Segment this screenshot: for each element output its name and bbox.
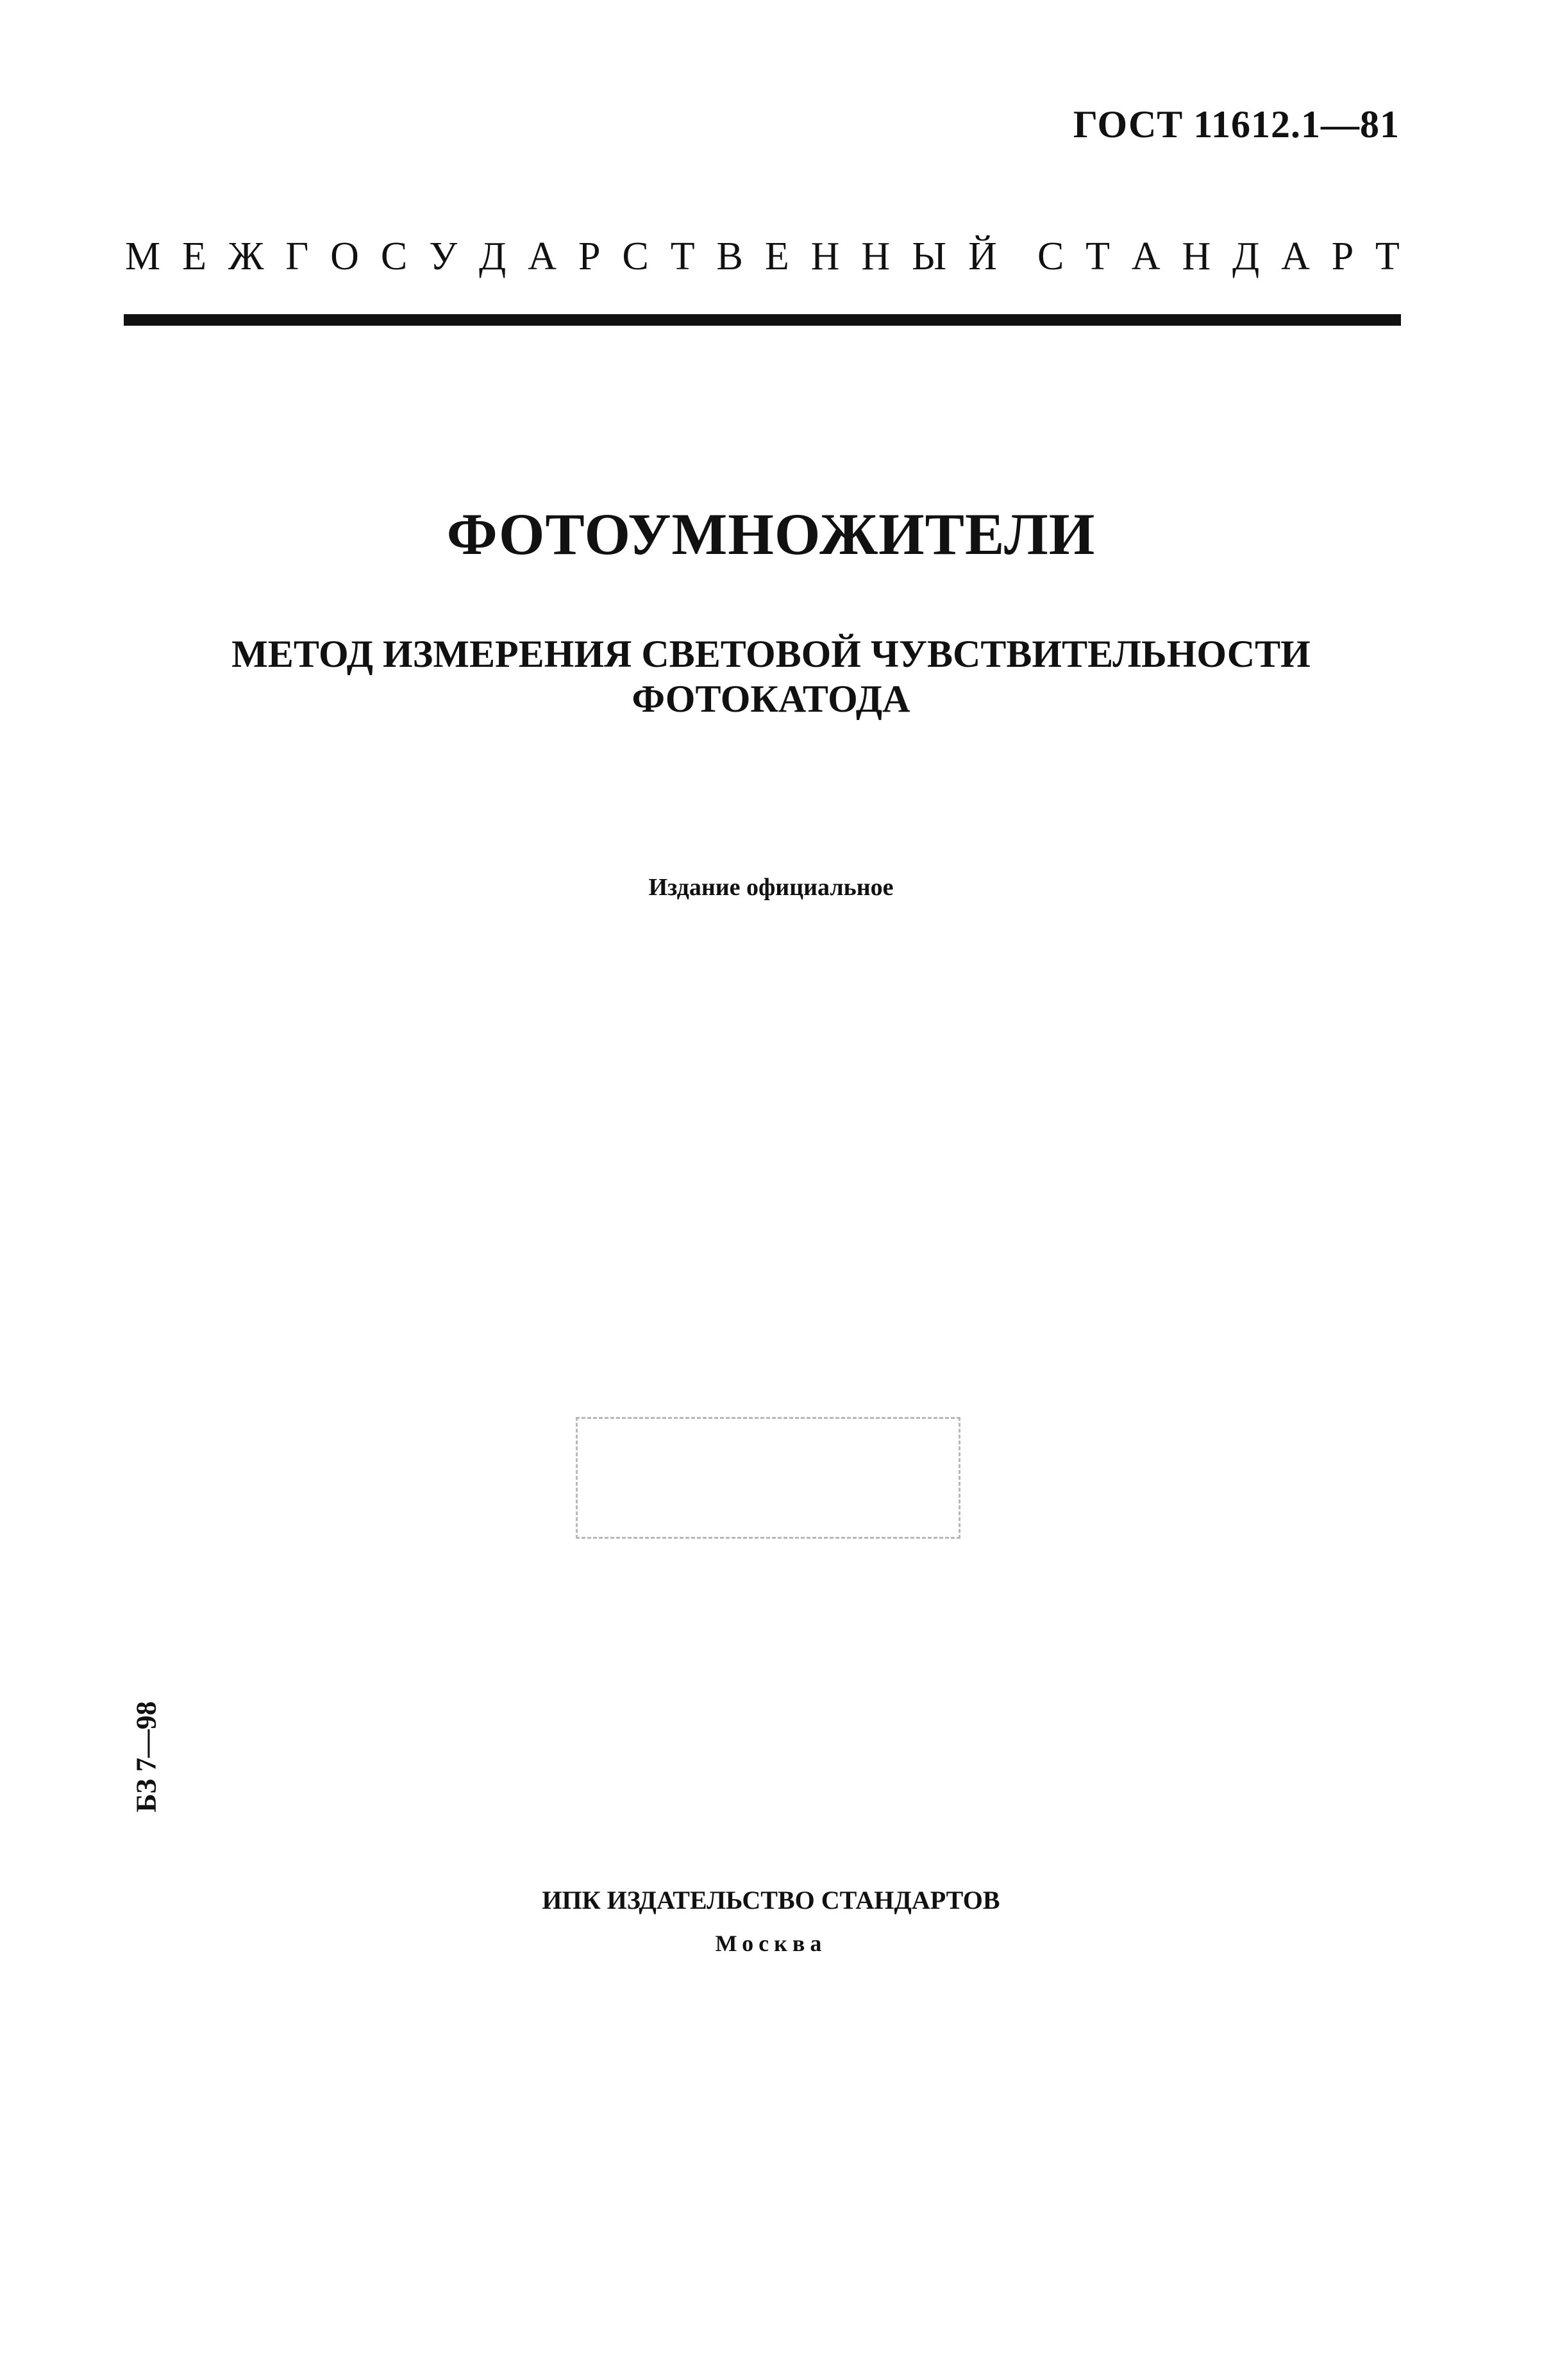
- stamp-placeholder-box: [576, 1417, 960, 1539]
- letter: Д: [479, 235, 507, 278]
- letter: Н: [810, 235, 840, 278]
- letter: О: [330, 235, 359, 278]
- publisher-city: Москва: [715, 1931, 827, 1956]
- gost-number: ГОСТ 11612.1—81: [1073, 103, 1400, 146]
- letter: Т: [1085, 235, 1110, 278]
- letter: С: [622, 235, 649, 278]
- letter: Й: [968, 235, 997, 278]
- letter: А: [1281, 235, 1310, 278]
- letter: С: [380, 235, 408, 278]
- document-title: ФОТОУМНОЖИТЕЛИ: [446, 501, 1096, 567]
- letter: М: [125, 235, 161, 278]
- letter: Н: [861, 235, 891, 278]
- catalog-side-code: БЗ 7—98: [130, 1701, 162, 1813]
- subtitle-line-2: ФОТОКАТОДА: [632, 678, 910, 720]
- letter: Е: [764, 235, 789, 278]
- letter: Р: [1331, 235, 1354, 278]
- document-subtitle: [0, 632, 1542, 721]
- letter: Ж: [228, 235, 264, 278]
- publisher-name: ИПК ИЗДАТЕЛЬСТВО СТАНДАРТОВ: [542, 1886, 1000, 1915]
- letter: Ы: [912, 235, 947, 278]
- letter: Е: [182, 235, 206, 278]
- standard-type-banner: [125, 234, 1400, 280]
- standard-type-word-standard: [1037, 234, 1400, 280]
- letter: Р: [578, 235, 601, 278]
- header-divider-rule: [124, 314, 1401, 326]
- letter: Г: [285, 235, 309, 278]
- letter: Н: [1182, 235, 1211, 278]
- standard-type-word-interstate: [125, 234, 997, 280]
- letter: А: [528, 235, 557, 278]
- subtitle-line-1: МЕТОД ИЗМЕРЕНИЯ СВЕТОВОЙ ЧУВСТВИТЕЛЬНОСТИ: [231, 633, 1311, 675]
- edition-label: Издание официальное: [648, 874, 894, 901]
- letter: Д: [1232, 235, 1260, 278]
- letter: У: [429, 235, 458, 278]
- letter: Т: [1375, 235, 1400, 278]
- letter: Т: [670, 235, 695, 278]
- letter: В: [716, 235, 743, 278]
- letter: С: [1037, 235, 1064, 278]
- letter: А: [1131, 235, 1161, 278]
